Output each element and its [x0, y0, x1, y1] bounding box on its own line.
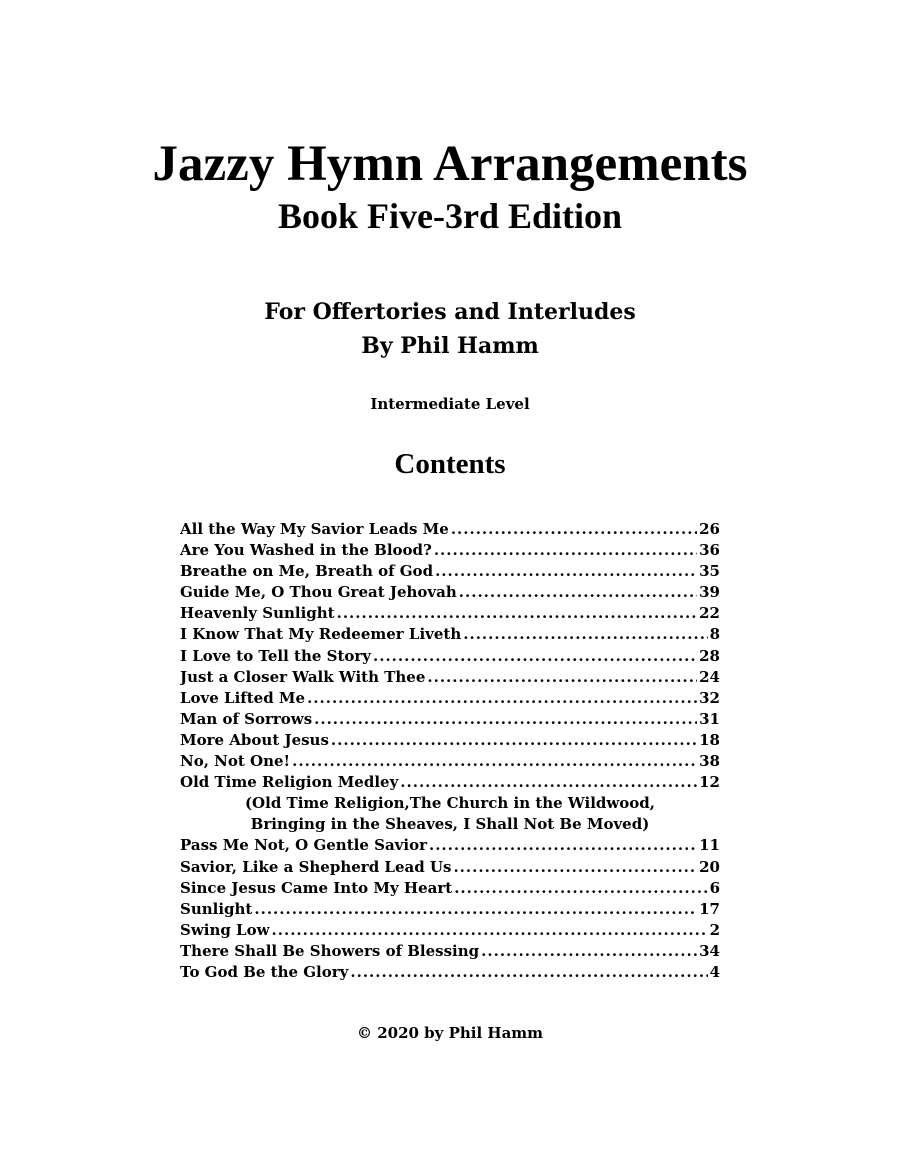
purpose-line: For Offertories and Interludes: [264, 299, 636, 325]
toc-entry-title: I Love to Tell the Story: [180, 646, 372, 665]
toc-entry-title: Since Jesus Came Into My Heart: [180, 878, 453, 897]
level-label: Intermediate Level: [370, 395, 530, 413]
toc-entry: [180, 561, 720, 582]
author-line: By Phil Hamm: [361, 333, 539, 359]
toc-entry-title: More About Jesus: [180, 730, 329, 749]
toc-dot-leader: [400, 772, 697, 793]
toc-dot-leader: [427, 667, 697, 688]
toc-entry-title: I Know That My Redeemer Liveth: [180, 625, 462, 644]
toc-entry-page: 26: [699, 520, 720, 538]
toc-entry: [180, 857, 720, 878]
contents-heading: Contents: [394, 448, 506, 480]
toc-entry-title: Love Lifted Me: [180, 688, 306, 707]
toc-entry: [180, 688, 720, 709]
toc-dot-leader: [373, 646, 697, 667]
toc-dot-leader: [463, 624, 707, 645]
toc-dot-leader: [337, 603, 698, 624]
toc-entry-title: Savior, Like a Shepherd Lead Us: [180, 857, 452, 876]
toc-dot-leader: [292, 751, 697, 772]
toc-entry: [180, 772, 720, 793]
toc-entry-page: 32: [699, 688, 720, 707]
toc-entry-page: 39: [699, 583, 720, 602]
toc-entry-title: Heavenly Sunlight: [180, 604, 335, 623]
toc-entry: [180, 646, 720, 667]
toc-entry: [180, 624, 720, 645]
toc-entry-page: 8: [709, 625, 720, 644]
toc-entry: [180, 709, 720, 730]
toc-entry: [180, 962, 720, 983]
toc-entry-page: 38: [699, 752, 720, 771]
toc-entry: [180, 667, 720, 688]
toc-entry-page: 12: [699, 773, 720, 792]
toc-entry-page: 28: [699, 646, 720, 665]
toc-entry-page: 31: [699, 709, 720, 728]
toc-entry-page: 34: [699, 941, 720, 960]
toc-dot-leader: [254, 899, 697, 920]
toc-entry: [180, 878, 720, 899]
toc-entry-page: 36: [699, 541, 720, 560]
toc-entry-title: Just a Closer Walk With Thee: [180, 667, 426, 686]
table-of-contents: [180, 519, 720, 983]
toc-entry: [180, 941, 720, 962]
toc-entry-title: No, Not One!: [180, 752, 291, 771]
toc-entry-title: Man of Sorrows: [180, 709, 313, 728]
toc-dot-leader: [331, 730, 697, 751]
toc-entry: [180, 730, 720, 751]
toc-entry: [180, 751, 720, 772]
toc-entry-page: 17: [699, 899, 720, 918]
toc-dot-leader: [459, 582, 697, 603]
toc-entry-title: Pass Me Not, O Gentle Savior: [180, 836, 427, 855]
toc-dot-leader: [453, 857, 697, 878]
toc-dot-leader: [272, 920, 708, 941]
toc-entry-title: To God Be the Glory: [180, 962, 349, 981]
toc-entry-title: Breathe on Me, Breath of God: [180, 562, 434, 581]
toc-entry: [180, 835, 720, 856]
toc-entry-page: 22: [699, 604, 720, 623]
toc-dot-leader: [434, 540, 697, 561]
page-subtitle: Book Five-3rd Edition: [277, 196, 623, 236]
toc-dot-leader: [350, 962, 707, 983]
toc-dot-leader: [429, 835, 697, 856]
toc-note: Bringing in the Sheaves, I Shall Not Be Moved): [250, 815, 650, 834]
toc-entry-title: Sunlight: [180, 899, 253, 918]
toc-entry-page: 4: [709, 962, 720, 981]
toc-entry-title: All the Way My Savior Leads Me: [180, 520, 449, 538]
toc-entry-title: Old Time Religion Medley: [180, 773, 399, 792]
toc-entry-page: 20: [699, 857, 720, 876]
toc-dot-leader: [307, 688, 697, 709]
toc-entry-page: 2: [709, 920, 720, 939]
toc-entry-title: Guide Me, O Thou Great Jehovah: [180, 583, 457, 602]
toc-entry-page: 24: [699, 667, 720, 686]
toc-entry-page: 35: [699, 562, 720, 581]
toc-entry: [180, 603, 720, 624]
toc-dot-leader: [451, 519, 697, 540]
toc-entry-title: There Shall Be Showers of Blessing: [180, 941, 480, 960]
toc-entry: [180, 519, 720, 540]
toc-entry: [180, 920, 720, 941]
toc-dot-leader: [481, 941, 697, 962]
toc-dot-leader: [435, 561, 697, 582]
toc-entry-page: 18: [699, 730, 720, 749]
toc-entry-page: 11: [699, 836, 720, 855]
page-title: Jazzy Hymn Arrangements: [152, 136, 748, 192]
copyright-notice: © 2020 by Phil Hamm: [356, 1024, 544, 1042]
toc-dot-leader: [454, 878, 707, 899]
toc-note: (Old Time Religion,The Church in the Wildwood,: [244, 794, 656, 813]
toc-dot-leader: [314, 709, 697, 730]
toc-entry: [180, 582, 720, 603]
toc-entry-page: 6: [709, 878, 720, 897]
toc-entry: [180, 540, 720, 561]
toc-entry: [180, 899, 720, 920]
toc-entry-title: Swing Low: [180, 920, 270, 939]
toc-entry-title: Are You Washed in the Blood?: [180, 541, 432, 560]
